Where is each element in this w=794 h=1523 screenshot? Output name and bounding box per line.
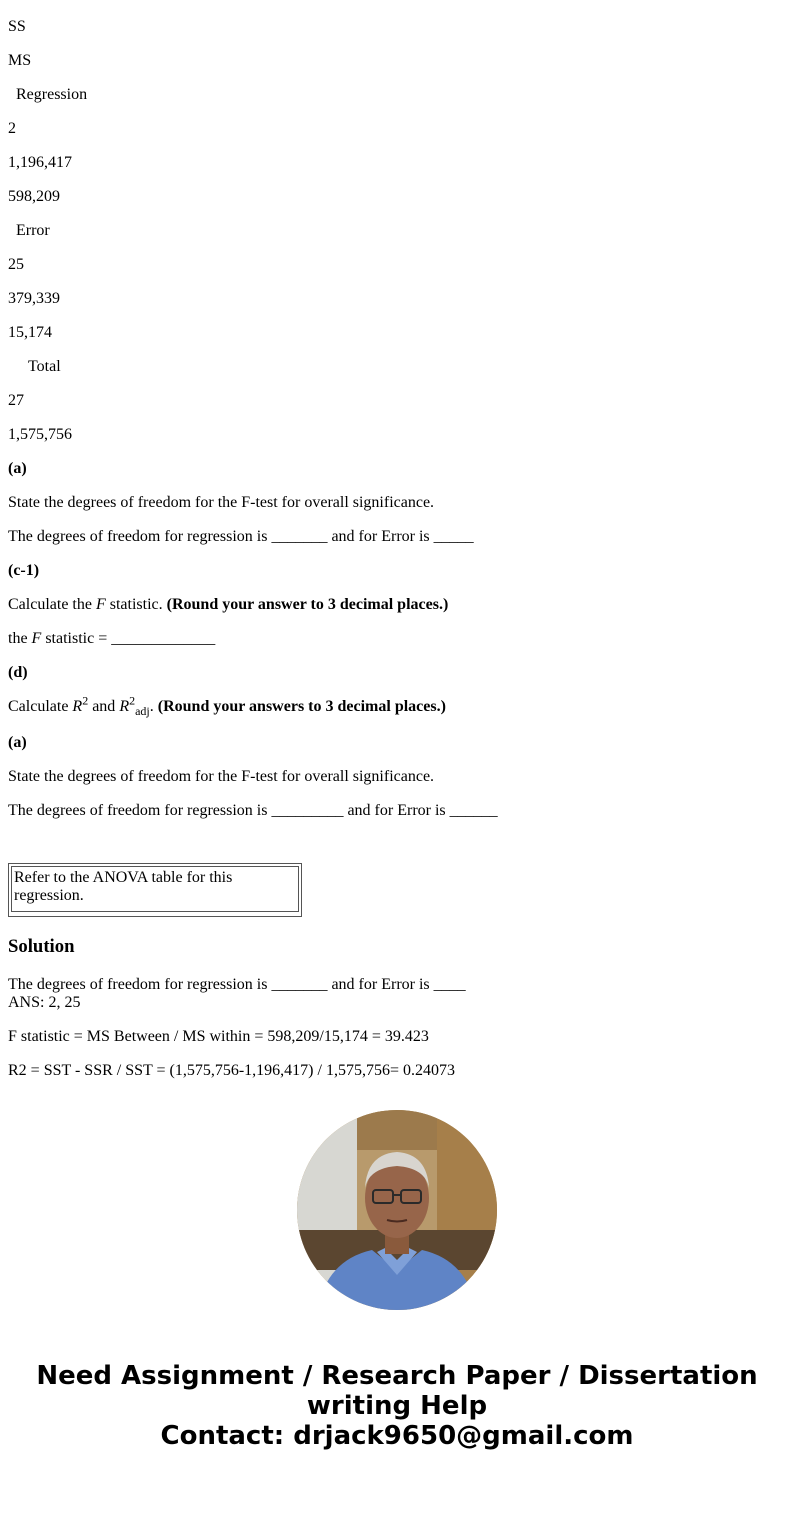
text: and (88, 698, 120, 715)
row-total-ss: 1,575,756 (8, 426, 72, 443)
rounding-note: (Round your answer to 3 decimal places.) (166, 596, 449, 613)
solution-answer-1 (8, 976, 786, 1012)
question-a2-label: (a) (8, 734, 27, 751)
superscript: 2 (129, 693, 136, 708)
row-error-ms: 15,174 (8, 324, 52, 341)
question-a-label: (a) (8, 460, 27, 477)
question-d-label: (d) (8, 664, 28, 681)
avatar-container (8, 1110, 786, 1310)
text: Calculate (8, 698, 73, 715)
row-regression-df: 2 (8, 120, 16, 137)
solution-line-1b: ANS: 2, 25 (8, 994, 81, 1011)
question-c1-answer-line (8, 630, 786, 648)
solution-line-1: The degrees of freedom for regression is _______ and for Error is ____ (8, 976, 466, 993)
subscript: adj (135, 704, 150, 719)
solution-line-2: F statistic = MS Between / MS within = 598,209/15,174 = 39.423 (8, 1028, 429, 1045)
superscript: 2 (82, 693, 89, 708)
solution-line-3: R2 = SST - SSR / SST = (1,575,756-1,196,417) / 1,575,756= 0.24073 (8, 1062, 455, 1079)
avatar (297, 1110, 497, 1310)
help-line-1: Need Assignment / Research Paper / Dissertation writing Help (36, 1361, 758, 1421)
f-symbol: F (95, 596, 106, 613)
r-symbol: R (119, 698, 130, 715)
table-header-ss: SS (8, 18, 26, 35)
table-header-ms: MS (8, 52, 32, 69)
text: statistic. (105, 596, 167, 613)
row-regression-ms: 598,209 (8, 188, 60, 205)
question-d-prompt (8, 693, 786, 719)
row-regression-ss: 1,196,417 (8, 154, 72, 171)
f-symbol: F (31, 630, 42, 647)
question-c1-prompt (8, 596, 786, 614)
text: Calculate the (8, 596, 96, 613)
question-a-answer-line: The degrees of freedom for regression is _______ and for Error is _____ (8, 528, 474, 545)
note-box-text: Refer to the ANOVA table for this regression. (11, 866, 299, 912)
question-a2-prompt: State the degrees of freedom for the F-test for overall significance. (8, 768, 435, 785)
table-header-df (8, 0, 786, 2)
row-regression-source: Regression (16, 86, 88, 103)
text: the (8, 630, 32, 647)
r-symbol: R (72, 698, 83, 715)
row-total-source: Total (28, 358, 61, 375)
row-error-source: Error (16, 222, 50, 239)
question-a2-answer-line: The degrees of freedom for regression is _________ and for Error is ______ (8, 802, 498, 819)
row-error-ss: 379,339 (8, 290, 60, 307)
rounding-note: (Round your answers to 3 decimal places.) (157, 698, 446, 715)
help-banner (8, 1361, 786, 1451)
text: . (149, 698, 158, 715)
avatar-portrait-icon (297, 1110, 497, 1310)
question-c1-label: (c-1) (8, 562, 40, 579)
row-error-df: 25 (8, 256, 24, 273)
text: statistic = _____________ (41, 630, 216, 647)
question-a-prompt: State the degrees of freedom for the F-test for overall significance. (8, 494, 435, 511)
solution-heading: Solution (8, 936, 75, 957)
row-total-df: 27 (8, 392, 24, 409)
note-box (8, 863, 302, 917)
help-contact: Contact: drjack9650@gmail.com (160, 1421, 634, 1451)
